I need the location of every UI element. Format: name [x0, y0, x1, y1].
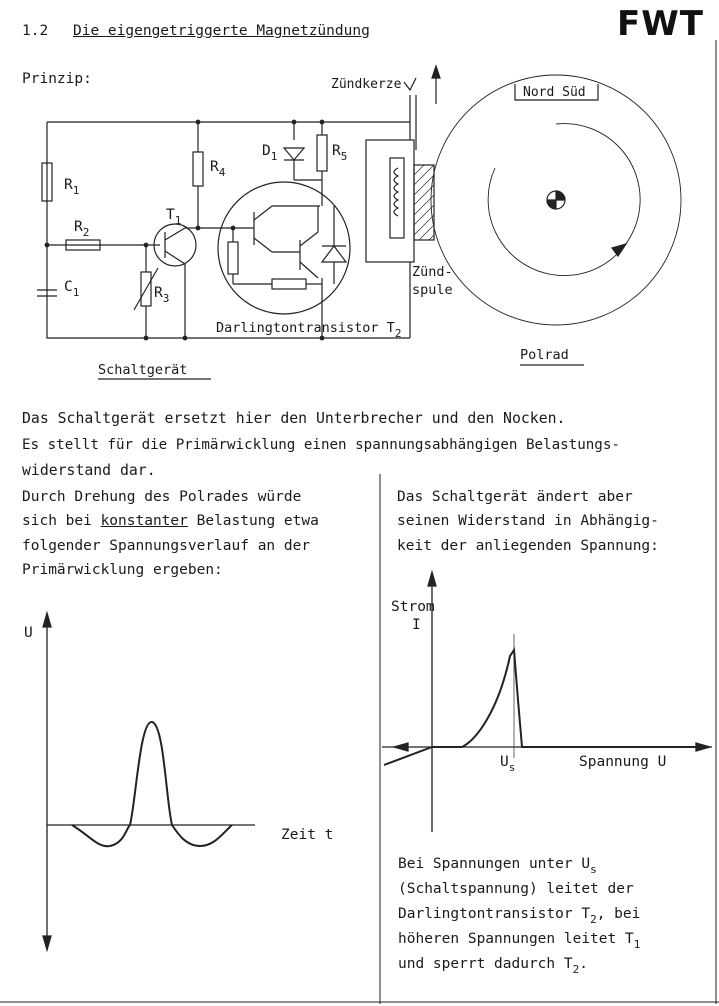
caption-line-3: Darlingtontransistor $T_2$, bei: [398, 906, 641, 926]
right-graph-xlabel: Spannung U: [579, 754, 667, 770]
coil-label-2: spule: [412, 282, 453, 298]
right-column-line-2: seinen Widerstand in Abhängig-: [397, 513, 659, 529]
caption-line-2: (Schaltspannung) leitet der: [398, 881, 634, 897]
r2-label: $R_2$: [74, 219, 90, 239]
paragraph-line-1: Das Schaltgerät ersetzt hier den Unterbrecher und den Nocken.: [22, 410, 566, 427]
right-graph-ylabel-1: Strom: [391, 599, 435, 615]
c1-label: $C_1$: [64, 279, 80, 299]
caption-line-5: und sperrt dadurch $T_2$.: [398, 956, 588, 976]
right-graph-tick-us: $U_s$: [500, 754, 516, 774]
coil-label-1: Zünd-: [412, 264, 453, 280]
paragraph-line-2: Es stellt für die Primärwicklung einen spannungsabhängigen Belastungs-: [22, 437, 620, 453]
left-graph-xlabel: Zeit t: [281, 827, 334, 843]
fwt-logo: FWT: [617, 4, 704, 44]
t1-label: $T_1$: [166, 207, 182, 227]
left-column-line-1: Durch Drehung des Polrades würde: [22, 489, 302, 505]
right-column-line-1: Das Schaltgerät ändert aber: [397, 489, 633, 505]
right-column-line-3: keit der anliegenden Spannung:: [397, 538, 659, 554]
d1-label: $D_1$: [262, 143, 278, 163]
r5-label: $R_5$: [332, 143, 348, 163]
right-graph-ylabel-2: I: [412, 617, 421, 633]
section-number: 1.2: [22, 23, 49, 39]
caption-line-4: höheren Spannungen leitet $T_1$: [398, 931, 641, 951]
caption-line-1: Bei Spannungen unter $U_s$: [398, 856, 597, 876]
paragraph-line-3: widerstand dar.: [22, 462, 156, 479]
r3-label: $R_3$: [154, 285, 170, 305]
r4-label: $R_4$: [210, 159, 226, 179]
spark-plug-label: Zündkerze: [331, 77, 402, 92]
page-title: Die eigengetriggerte Magnetzündung: [73, 23, 370, 39]
left-column-line-4: Primärwicklung ergeben:: [22, 562, 223, 578]
pole-wheel-label: Polrad: [520, 347, 569, 363]
north-south-label: Nord Süd: [523, 85, 586, 100]
r1-label: $R_1$: [64, 177, 80, 197]
darlington-label: Darlingtontransistor $T_2$: [216, 320, 402, 340]
left-graph-ylabel: U: [24, 625, 33, 641]
left-column-line-2: sich bei konstanter Belastung etwa: [22, 513, 319, 529]
switch-unit-label: Schaltgerät: [98, 362, 188, 378]
left-column-line-3: folgender Spannungsverlauf an der: [22, 538, 311, 554]
principle-label: Prinzip:: [22, 71, 92, 87]
